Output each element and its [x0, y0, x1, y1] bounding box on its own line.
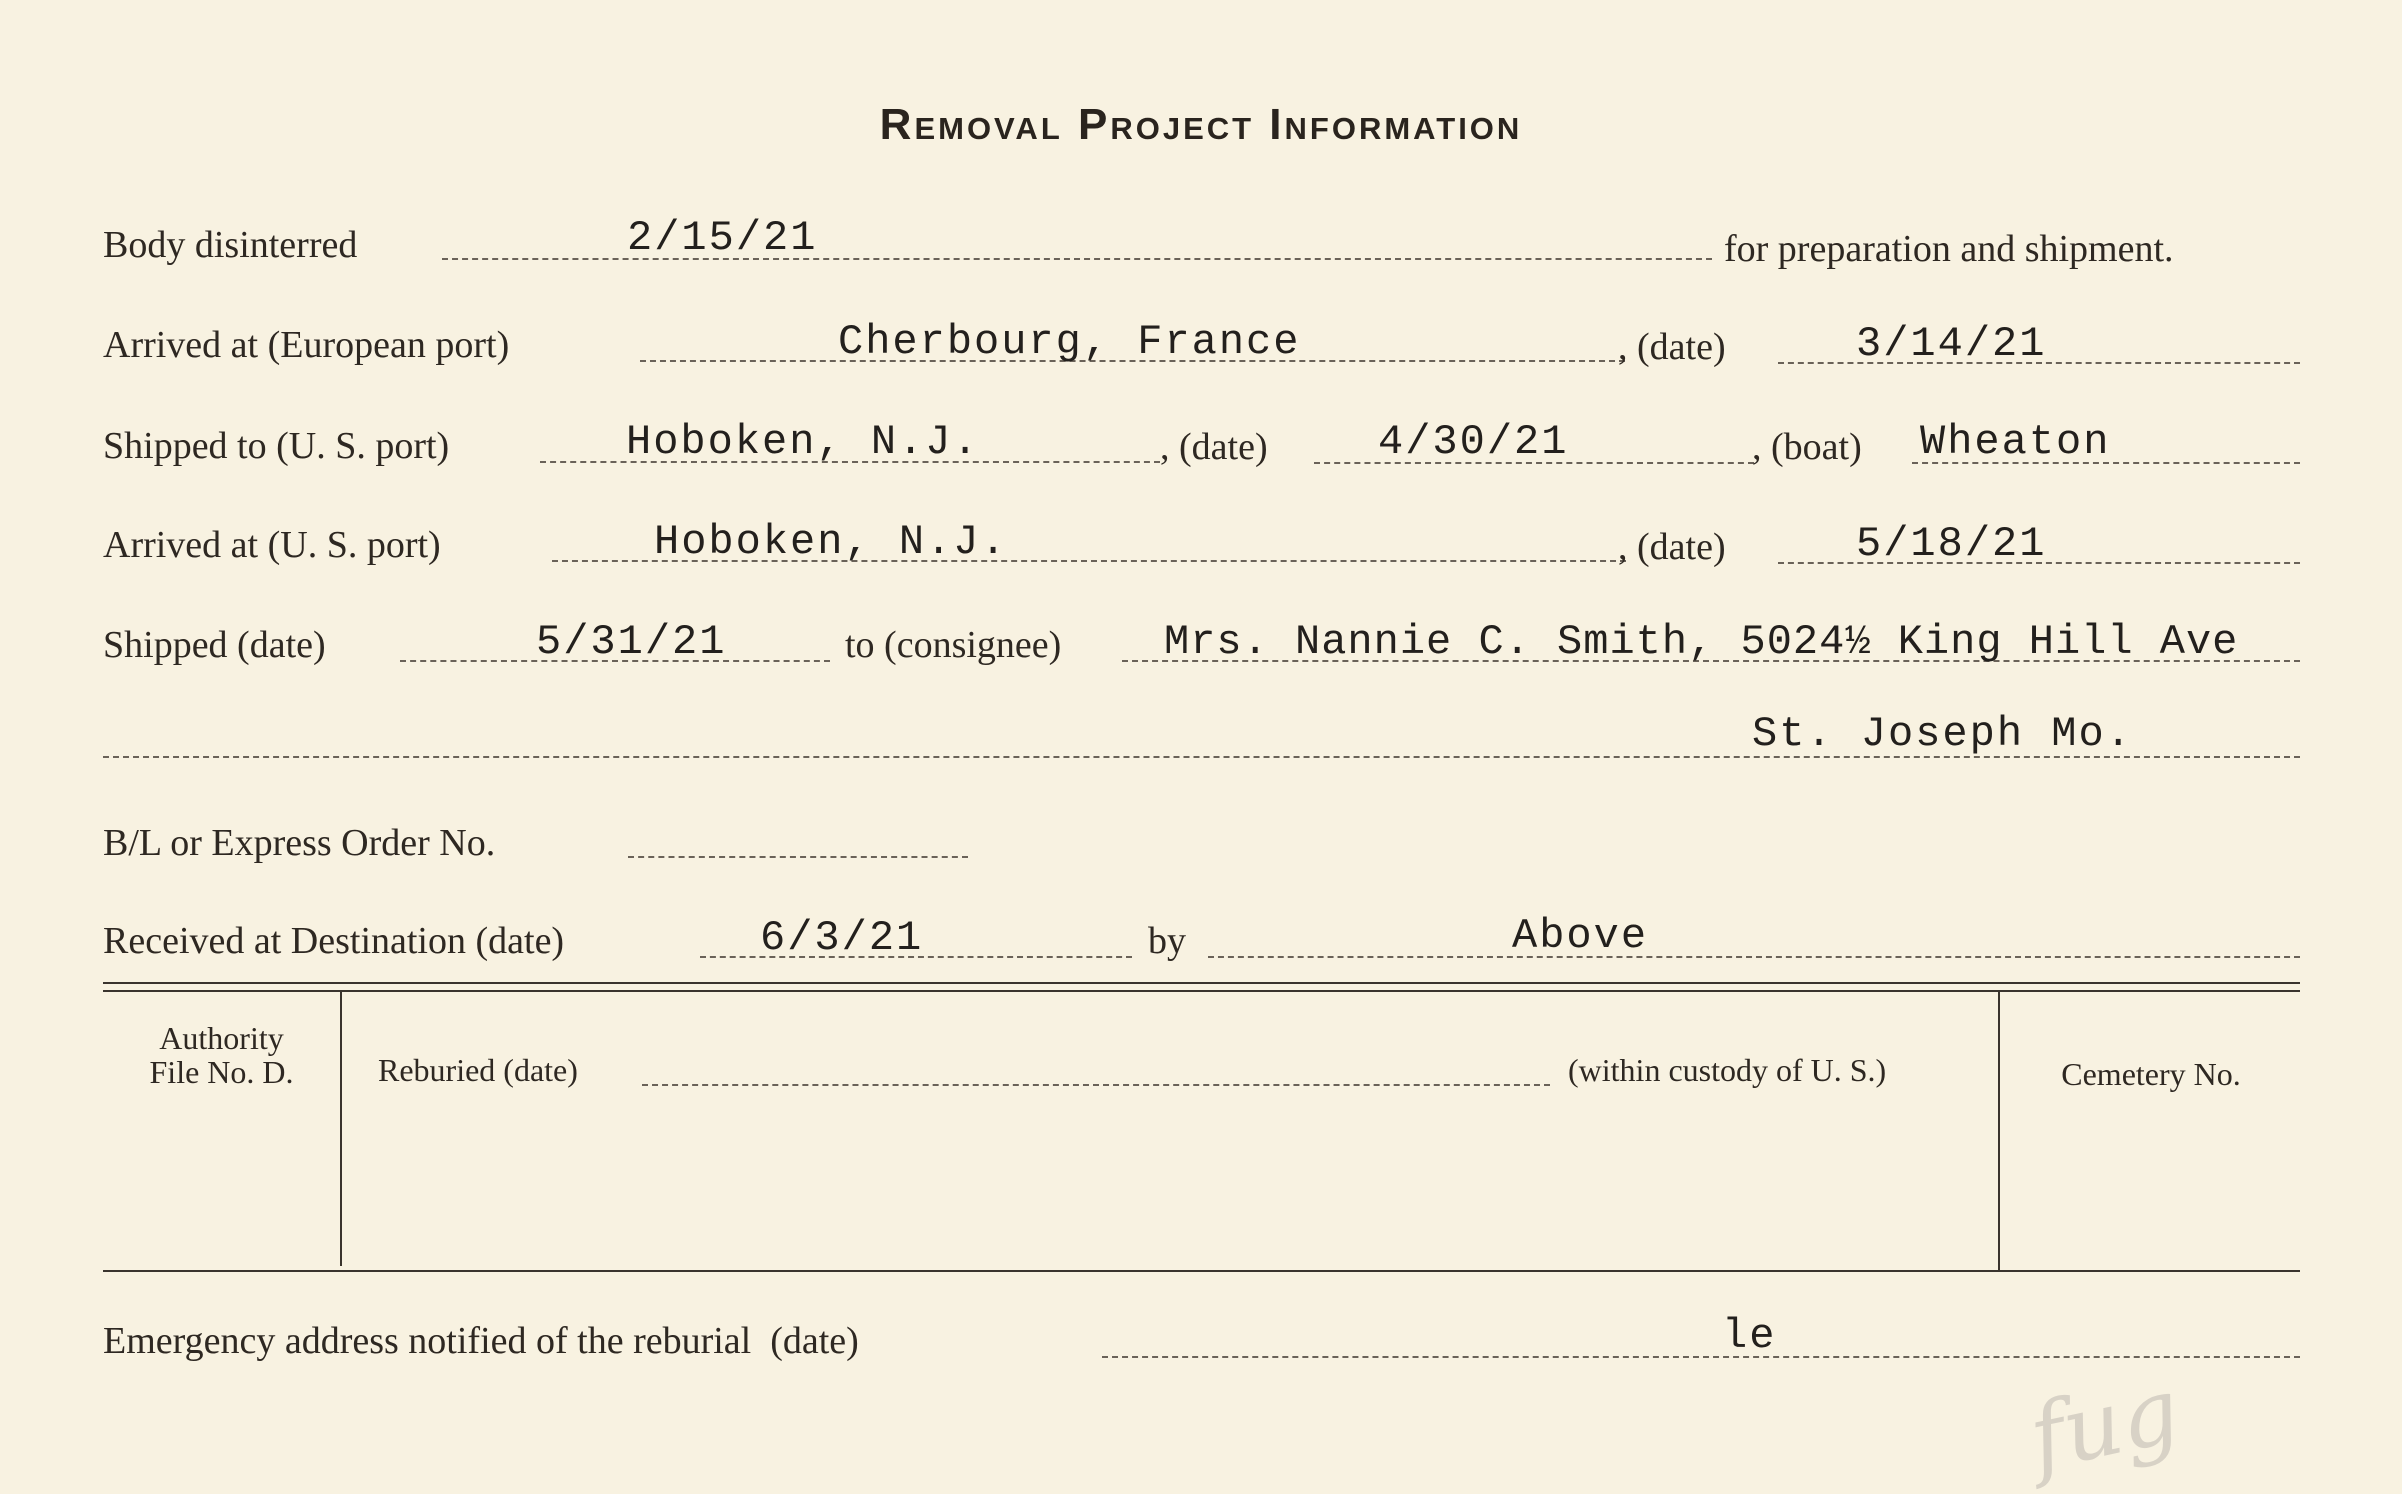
- received-by-line: [1208, 956, 2300, 958]
- bl-line: [628, 856, 968, 858]
- arrived-us-date: 5/18/21: [1856, 520, 2047, 568]
- shipped-us-date-label: , (date): [1160, 426, 1268, 468]
- received-by-label: by: [1148, 920, 1186, 962]
- table-divider-left: [340, 992, 342, 1266]
- reburied-line: [642, 1084, 1550, 1086]
- shipped-us-label: Shipped to (U. S. port): [103, 425, 450, 467]
- arrived-eu-port: Cherbourg, France: [838, 318, 1301, 366]
- arrived-eu-date: 3/14/21: [1856, 320, 2047, 368]
- table-divider-right: [1998, 992, 2000, 1270]
- disinterred-value: 2/15/21: [627, 214, 818, 262]
- consignee-city: St. Joseph Mo.: [1752, 710, 2133, 758]
- bl-label: B/L or Express Order No.: [103, 822, 496, 864]
- custody-label: (within custody of U. S.): [1568, 1052, 1887, 1088]
- shipped-us-port: Hoboken, N.J.: [626, 418, 980, 466]
- table-top-rule: [103, 982, 2300, 984]
- shipped-us-boat-label: , (boat): [1752, 426, 1862, 468]
- disinterred-suffix: for preparation and shipment.: [1724, 228, 2174, 270]
- consignee-name: Mrs. Nannie C. Smith, 5024½ King Hill Ave: [1164, 618, 2239, 666]
- reburied-label: Reburied (date): [378, 1052, 578, 1088]
- card-title: Removal Project Information: [879, 100, 1523, 149]
- emergency-value: le: [1722, 1312, 1777, 1360]
- shipped-us-boat: Wheaton: [1920, 418, 2111, 466]
- pencil-initials: fug: [2020, 1357, 2189, 1492]
- table-top-rule-2: [103, 990, 2300, 992]
- arrived-eu-date-label: , (date): [1618, 326, 1726, 368]
- authority-label-1: Authority: [159, 1020, 284, 1056]
- shipped-date: 5/31/21: [536, 618, 727, 666]
- authority-label-2: File No. D.: [149, 1054, 294, 1090]
- disinterred-label: Body disinterred: [103, 224, 358, 266]
- emergency-line: [1102, 1356, 2300, 1358]
- cemetery-label: Cemetery No.: [2061, 1056, 2241, 1092]
- consignee-label: to (consignee): [845, 624, 1062, 666]
- arrived-eu-label: Arrived at (European port): [103, 324, 510, 366]
- arrived-us-label: Arrived at (U. S. port): [103, 524, 441, 566]
- arrived-us-port: Hoboken, N.J.: [654, 518, 1008, 566]
- received-date: 6/3/21: [760, 914, 924, 962]
- emergency-label: Emergency address notified of the reburial (date): [103, 1320, 859, 1362]
- shipped-date-label: Shipped (date): [103, 624, 326, 666]
- received-by: Above: [1512, 912, 1649, 960]
- table-bottom-rule: [103, 1270, 2300, 1272]
- received-label: Received at Destination (date): [103, 920, 565, 962]
- shipped-us-date: 4/30/21: [1378, 418, 1569, 466]
- arrived-us-date-label: , (date): [1618, 526, 1726, 568]
